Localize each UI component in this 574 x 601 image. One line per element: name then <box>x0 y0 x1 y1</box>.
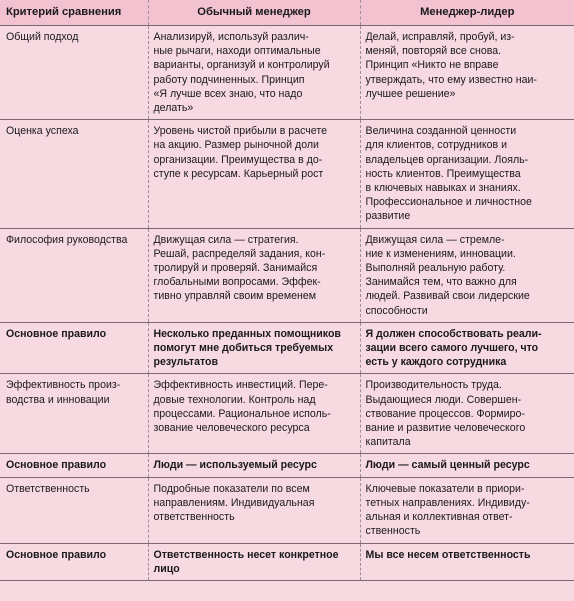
table-row-success <box>0 120 574 228</box>
table-row-responsibility <box>0 477 574 543</box>
cell-criterion: Основное правило <box>0 543 148 580</box>
table-row-rule-2 <box>0 454 574 477</box>
table-row-rule-3 <box>0 543 574 580</box>
cell-manager: Уровень чистой прибыли в расчете на акцию. Размер рыночной доли организации. Преимущества в до- ступе к ресурсам. Карьерный рост <box>148 120 360 228</box>
table-row-approach <box>0 26 574 120</box>
table-row-philosophy <box>0 228 574 322</box>
cell-manager: Эффективность инвестиций. Пере- довые технологии. Контроль над процессами. Рациональное исполь- зование человеческого ресурса <box>148 374 360 454</box>
cell-leader: Делай, исправляй, пробуй, из- меняй, повторяй все снова. Принцип «Никто не вправе утверждать, что ему известно наи- лучшее решение» <box>360 26 574 120</box>
cell-manager: Анализируй, используй различ- ные рычаги, находи оптимальные варианты, организуй и контролируй работу подчиненных. Принцип «Я лучше всех знаю, что надо делать» <box>148 26 360 120</box>
cell-manager: Люди — используемый ресурс <box>148 454 360 477</box>
cell-manager: Несколько преданных помощников помогут мне добиться требуемых результатов <box>148 322 360 374</box>
cell-manager: Движущая сила — стратегия. Решай, распределяй задания, кон- тролируй и проверяй. Занимайся глобальными вопросами. Эффек- тивно управляй своим временем <box>148 228 360 322</box>
header-criterion: Критерий сравнения <box>0 0 148 26</box>
table-row-efficiency <box>0 374 574 454</box>
cell-criterion: Философия руководства <box>0 228 148 322</box>
header-manager: Обычный менеджер <box>148 0 360 26</box>
cell-leader: Мы все несем ответственность <box>360 543 574 580</box>
cell-criterion: Эффективность произ- водства и инновации <box>0 374 148 454</box>
cell-criterion: Оценка успеха <box>0 120 148 228</box>
cell-leader: Ключевые показатели в приори- тетных направлениях. Индивиду- альная и коллективная ответ- ственность <box>360 477 574 543</box>
cell-criterion: Основное правило <box>0 454 148 477</box>
cell-criterion: Общий подход <box>0 26 148 120</box>
table-row-rule-1 <box>0 322 574 374</box>
cell-leader: Производительность труда. Выдающиеся люди. Совершен- ствование процессов. Формиро- вание и развитие человеческого капитала <box>360 374 574 454</box>
cell-manager: Подробные показатели по всем направлениям. Индивидуальная ответственность <box>148 477 360 543</box>
table-header-row <box>0 0 574 26</box>
cell-criterion: Основное правило <box>0 322 148 374</box>
cell-leader: Люди — самый ценный ресурс <box>360 454 574 477</box>
cell-manager: Ответственность несет конкретное лицо <box>148 543 360 580</box>
header-leader: Менеджер-лидер <box>360 0 574 26</box>
cell-criterion: Ответственность <box>0 477 148 543</box>
cell-leader: Величина созданной ценности для клиентов, сотрудников и владельцев организации. Лояль- ность клиентов. Преимущества в ключевых навыках и знаниях. Профессиональное и личностное развитие <box>360 120 574 228</box>
cell-leader: Я должен способствовать реали- зации всего самого лучшего, что есть у каждого сотрудника <box>360 322 574 374</box>
cell-leader: Движущая сила — стремле- ние к изменениям, инновации. Выполняй реальную работу. Занимайся тем, что важно для людей. Развивай свои лидерские способности <box>360 228 574 322</box>
